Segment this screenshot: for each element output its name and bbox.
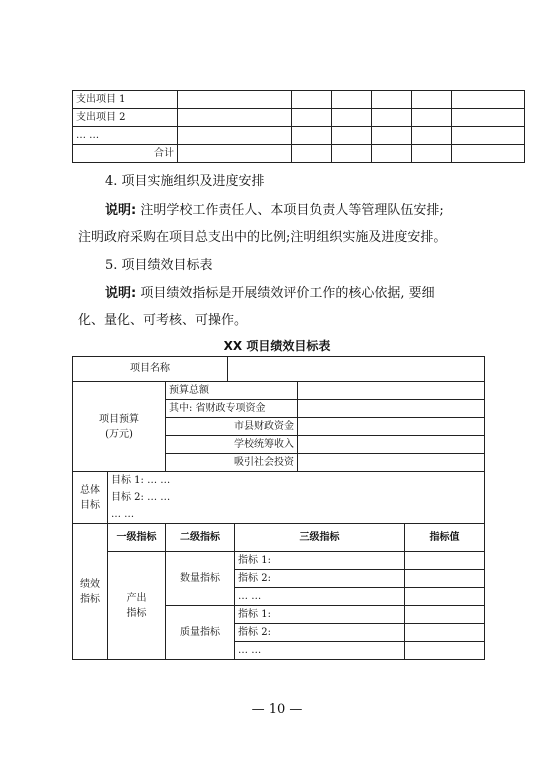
table-row <box>73 145 525 163</box>
section-4-heading: 4. 项目实施组织及进度安排 <box>105 174 265 189</box>
quantity-indicator-label: 数量指标 <box>166 552 235 606</box>
table-row <box>73 489 485 506</box>
row-label: … … <box>73 127 178 145</box>
section-5-note <box>105 287 435 300</box>
overall-goal-item: 目标 1: … … <box>108 472 485 490</box>
header-level-1: 一级指标 <box>108 524 166 552</box>
table-row <box>73 382 485 400</box>
table-row <box>73 127 525 145</box>
output-indicator-label: 产出 指标 <box>108 552 166 660</box>
page-number: — 10 — <box>251 702 303 717</box>
budget-item: 其中: 省财政专项资金 <box>166 400 298 418</box>
indicator-item: 指标 1: <box>235 606 405 624</box>
quality-indicator-label: 质量指标 <box>166 606 235 660</box>
performance-indicator-label: 绩效 指标 <box>73 524 108 660</box>
section-5-note-cont: 化、量化、可考核、可操作。 <box>78 313 248 328</box>
project-name-label: 项目名称 <box>73 357 228 382</box>
budget-item: 市县财政资金 <box>166 418 298 436</box>
budget-label: 项目预算 (万元) <box>73 382 166 472</box>
table-row <box>73 472 485 490</box>
row-label: 支出项目 1 <box>73 91 178 109</box>
table-title: XX 项目绩效目标表 <box>223 339 331 353</box>
total-label: 合计 <box>73 145 178 163</box>
note-text: 项目绩效指标是开展绩效评价工作的核心依据, 要细 <box>140 286 435 301</box>
indicator-item: 指标 1: <box>235 552 405 570</box>
section-4-note-cont: 注明政府采购在项目总支出中的比例;注明组织实施及进度安排。 <box>78 230 447 245</box>
budget-item: 学校统筹收入 <box>166 436 298 454</box>
section-4-note <box>105 204 444 217</box>
table-row <box>73 552 485 570</box>
table-row <box>73 506 485 524</box>
table-row <box>73 109 525 127</box>
note-label: 说明: <box>105 203 137 218</box>
performance-goal-table <box>72 356 485 660</box>
table-row <box>73 357 485 382</box>
indicator-item: … … <box>235 642 405 660</box>
expenditure-table <box>72 90 525 163</box>
header-level-3: 三级指标 <box>235 524 405 552</box>
header-level-2: 二级指标 <box>166 524 235 552</box>
note-label: 说明: <box>105 286 137 301</box>
header-indicator-value: 指标值 <box>405 524 485 552</box>
overall-goal-label: 总体 目标 <box>73 472 108 524</box>
overall-goal-item: 目标 2: … … <box>108 489 485 506</box>
overall-goal-item: … … <box>108 506 485 524</box>
indicator-item: … … <box>235 588 405 606</box>
project-name-value <box>228 357 485 382</box>
indicator-item: 指标 2: <box>235 570 405 588</box>
budget-total-label: 预算总额 <box>166 382 298 400</box>
indicator-item: 指标 2: <box>235 624 405 642</box>
budget-item: 吸引社会投资 <box>166 454 298 472</box>
row-label: 支出项目 2 <box>73 109 178 127</box>
table-row <box>73 91 525 109</box>
note-text: 注明学校工作责任人、本项目负责人等管理队伍安排; <box>140 203 444 218</box>
table-row <box>73 524 485 552</box>
section-5-heading: 5. 项目绩效目标表 <box>105 258 213 273</box>
